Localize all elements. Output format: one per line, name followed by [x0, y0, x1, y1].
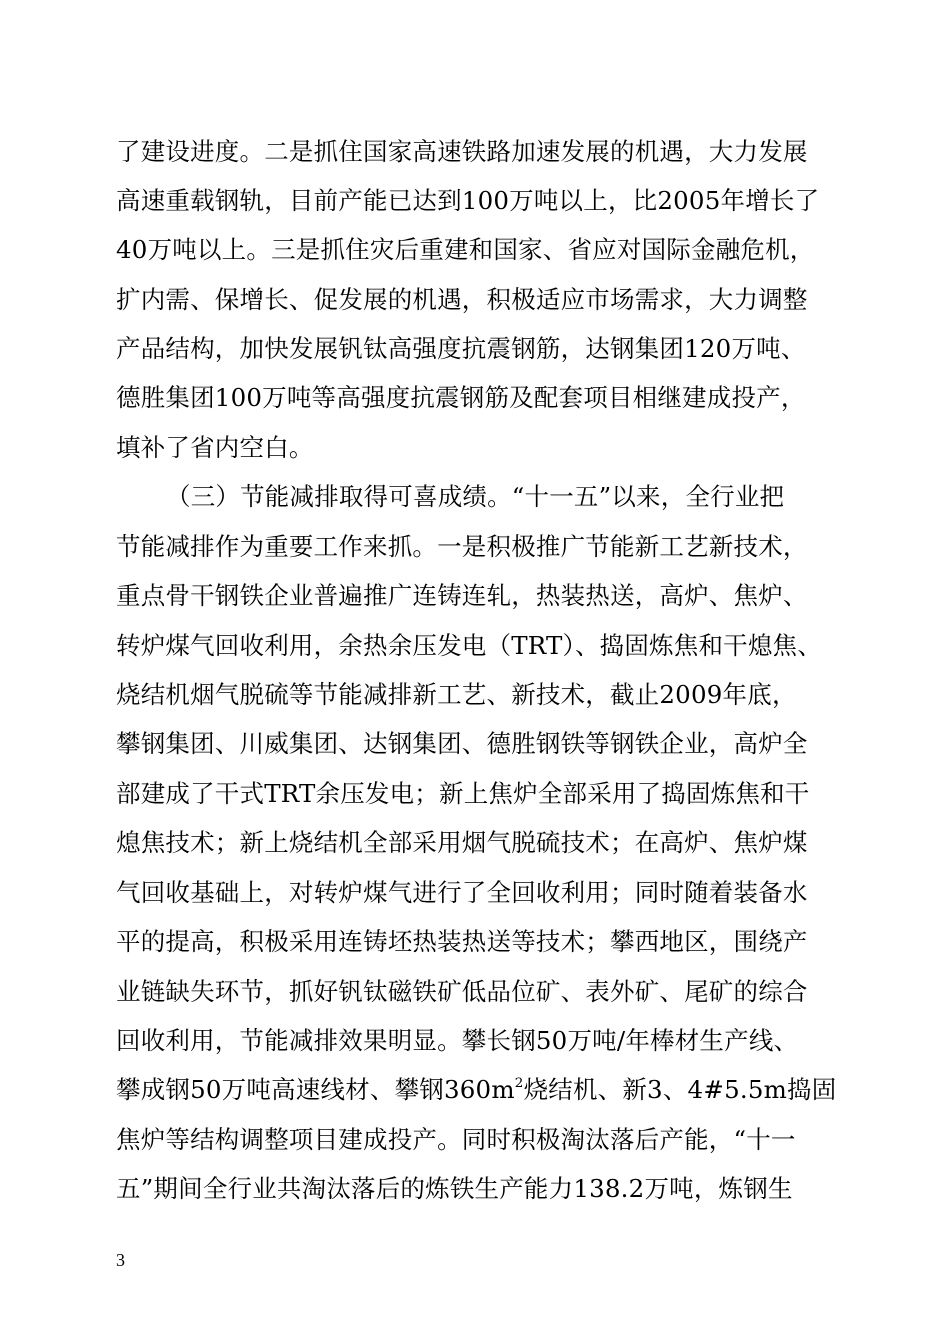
body-text-line: 平的提高，积极采用连铸坯热装热送等技术；攀西地区，围绕产: [116, 927, 808, 956]
body-text-line: [116, 1066, 846, 1114]
body-text-line: 焦炉等结构调整项目建成投产。同时积极淘汰落后产能，“十一: [116, 1125, 796, 1154]
body-text-line: 烧结机烟气脱硫等节能减排新工艺、新技术，截止2009年底，: [116, 680, 797, 709]
body-text-line: 德胜集团100万吨等高强度抗震钢筋及配套项目相继建成投产，: [116, 383, 806, 412]
body-text-line: 填补了省内空白。: [116, 433, 314, 462]
page-number: 3: [116, 1250, 125, 1270]
body-text-line: 回收利用，节能减排效果明显。攀长钢50万吨/年棒材生产线、: [116, 1026, 799, 1055]
body-text-line: 攀钢集团、川威集团、达钢集团、德胜钢铁等钢铁企业，高炉全: [116, 729, 808, 758]
text-run: 攀成钢50万吨高速线材、攀钢360m: [116, 1075, 515, 1104]
body-text-line: 40万吨以上。三是抓住灾后重建和国家、省应对国际金融危机，: [116, 235, 815, 264]
superscript-two: 2: [514, 1075, 524, 1092]
body-text-line: 部建成了干式TRT余压发电；新上焦炉全部采用了捣固炼焦和干: [116, 779, 810, 808]
body-text-line: 节能减排作为重要工作来抓。一是积极推广节能新工艺新技术，: [116, 532, 808, 561]
body-text-line: 重点骨干钢铁企业普遍推广连铸连轧，热装热送，高炉、焦炉、: [116, 581, 808, 610]
body-text-line: 熄焦技术；新上烧结机全部采用烟气脱硫技术；在高炉、焦炉煤: [116, 828, 808, 857]
body-text-line: 五”期间全行业共淘汰落后的炼铁生产能力138.2万吨，炼钢生: [116, 1174, 793, 1203]
body-text-line: 了建设进度。二是抓住国家高速铁路加速发展的机遇，大力发展: [116, 137, 808, 166]
body-text-line: 高速重载钢轨，目前产能已达到100万吨以上，比2005年增长了: [116, 186, 820, 215]
section-heading-line: （三）节能减排取得可喜成绩。“十一五”以来，全行业把: [166, 482, 785, 511]
text-run: 烧结机、新3、4#5.5m捣固: [523, 1075, 837, 1104]
body-text-line: 业链缺失环节，抓好钒钛磁铁矿低品位矿、表外矿、尾矿的综合: [116, 977, 808, 1006]
body-text-line: 扩内需、保增长、促发展的机遇，积极适应市场需求，大力调整: [116, 285, 808, 314]
body-text-line: 转炉煤气回收利用，余热余压发电（TRT）、捣固炼焦和干熄焦、: [116, 631, 822, 660]
body-text-line: 气回收基础上，对转炉煤气进行了全回收利用；同时随着装备水: [116, 878, 808, 907]
body-text-line: 产品结构，加快发展钒钛高强度抗震钢筋，达钢集团120万吨、: [116, 334, 806, 363]
